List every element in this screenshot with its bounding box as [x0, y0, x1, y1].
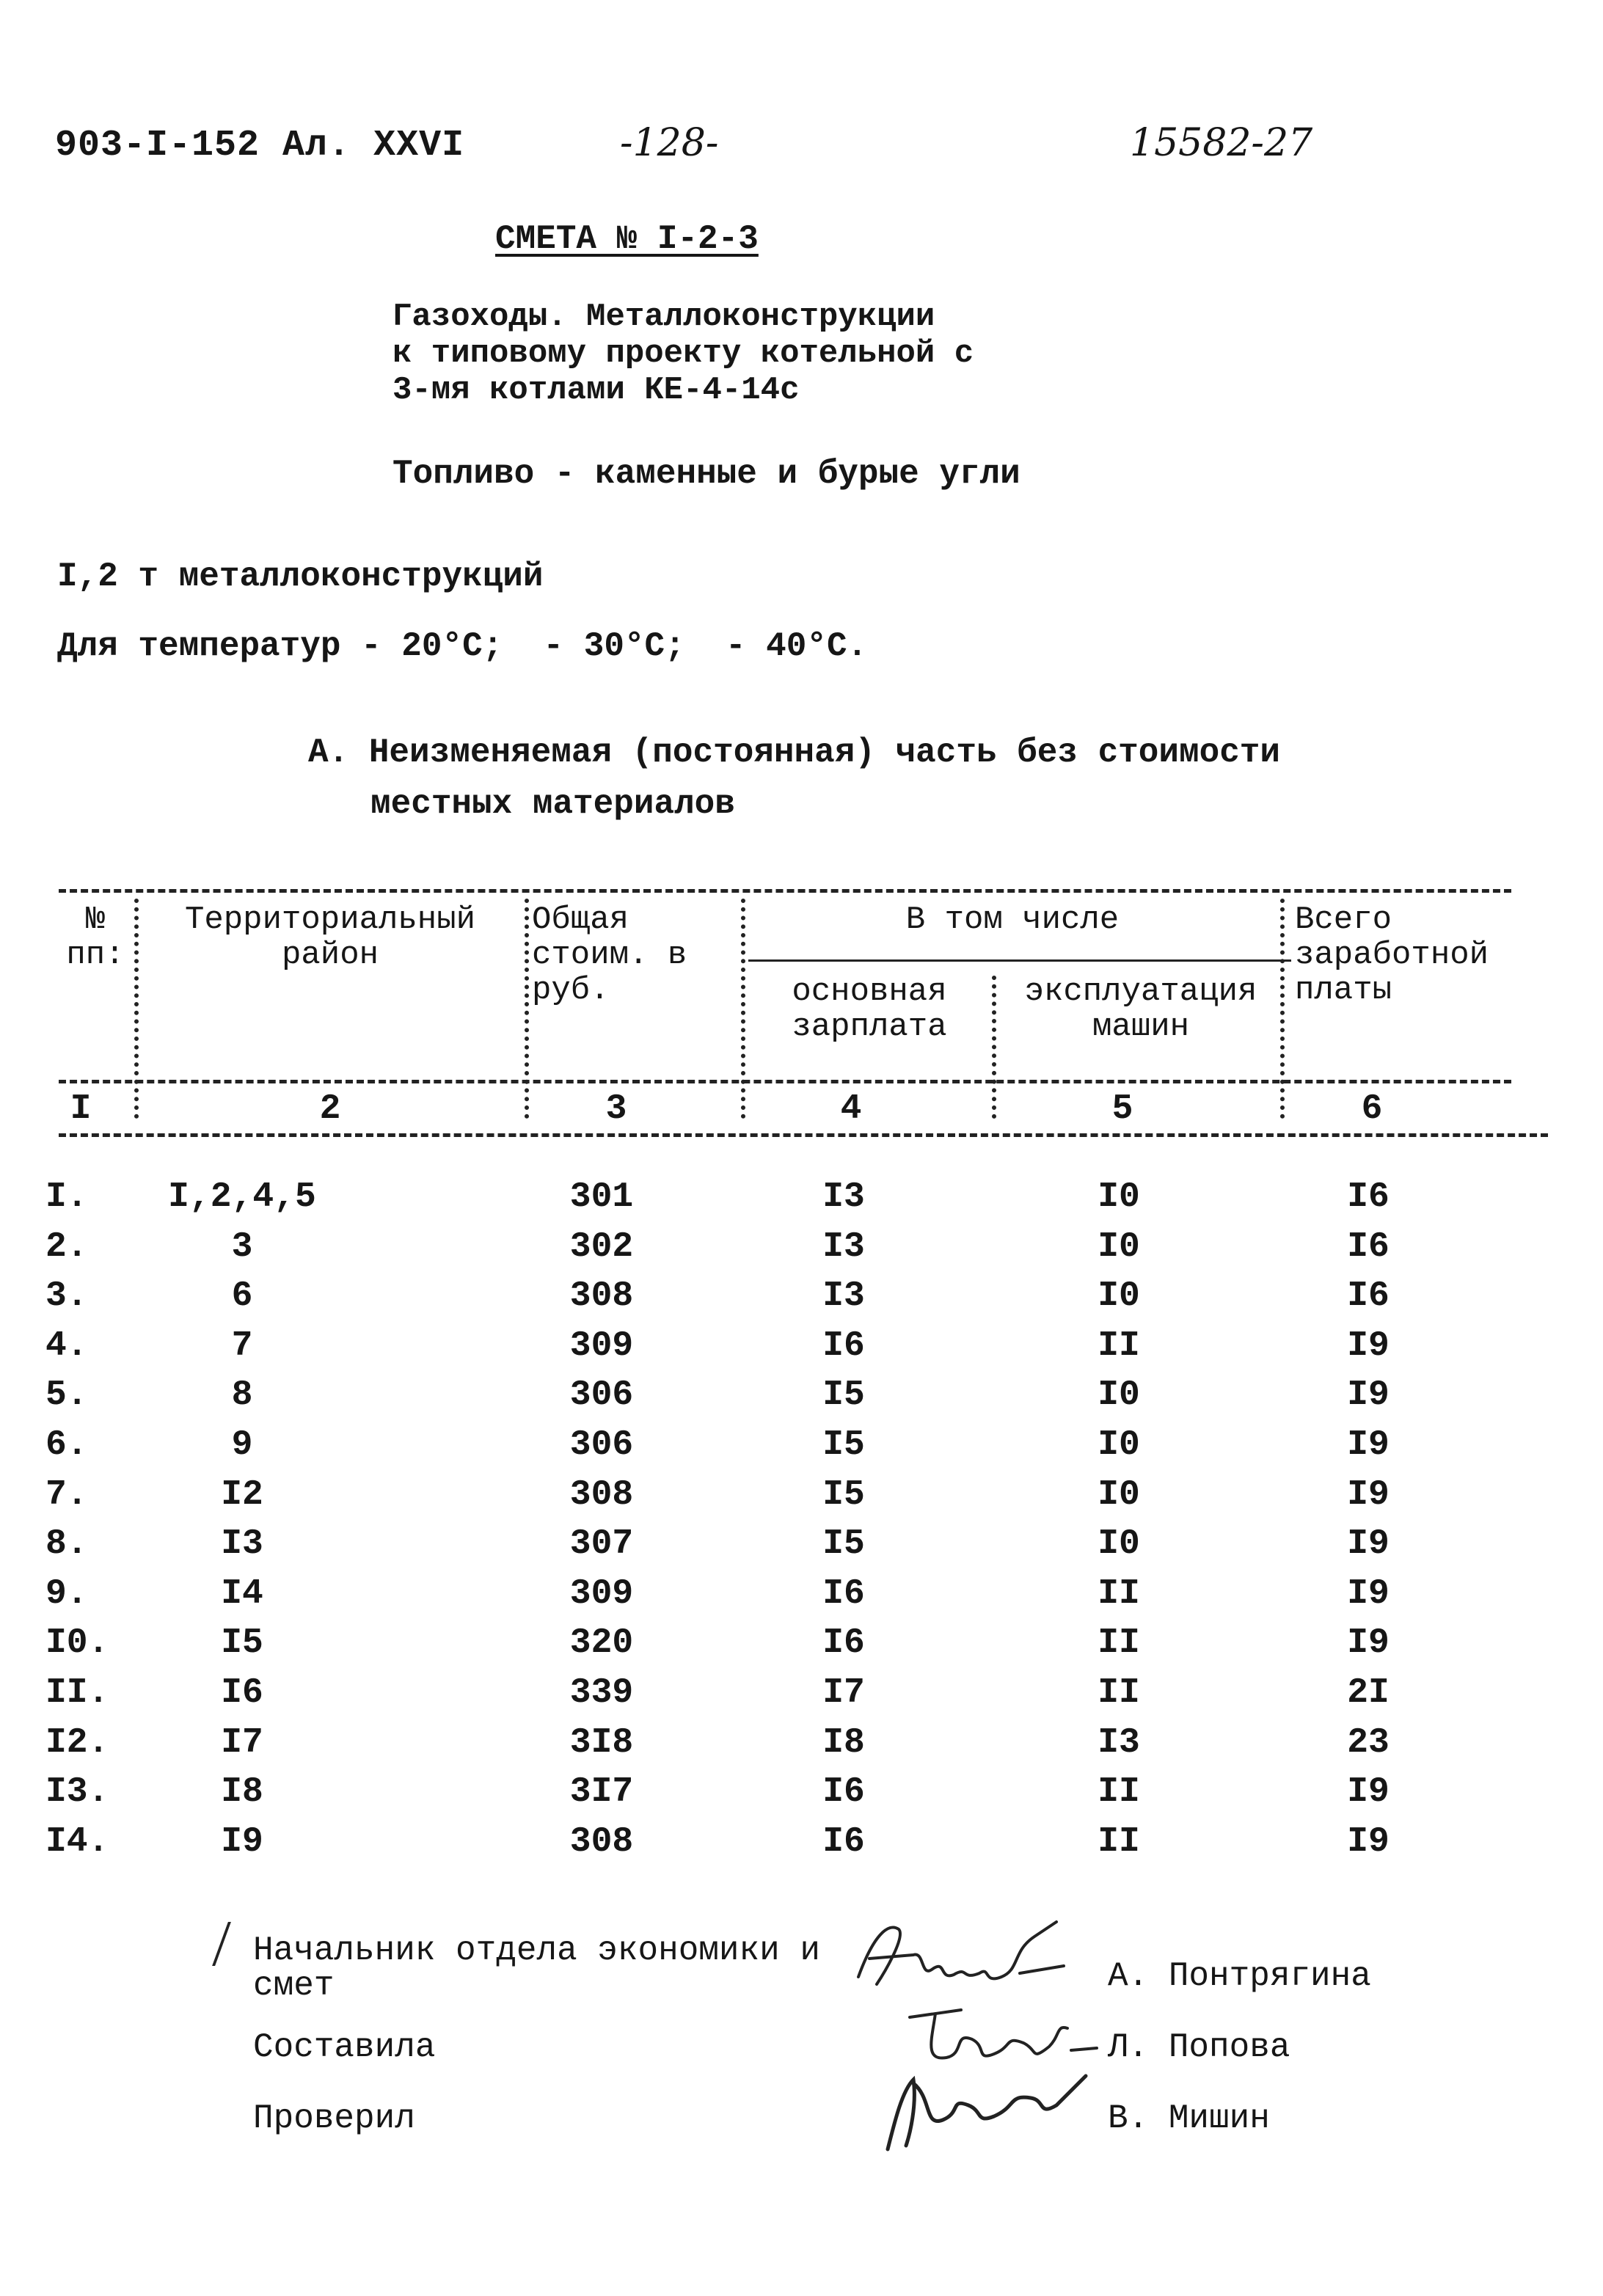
cell-total-cost: 309 — [569, 1574, 634, 1614]
cell-machine-operation: I0 — [1098, 1227, 1140, 1267]
cell-district: 7 — [231, 1326, 253, 1366]
checker-signature — [873, 2054, 1100, 2157]
cell-total-wages: I9 — [1347, 1772, 1390, 1812]
header-base-salary: основная зарплата — [792, 973, 947, 1045]
cell-machine-operation: II — [1098, 1673, 1140, 1713]
cell-machine-operation: I0 — [1098, 1524, 1140, 1564]
cell-row-number: 8. — [45, 1524, 88, 1564]
column-divider-1 — [134, 899, 139, 1119]
cell-district: I2 — [221, 1475, 263, 1515]
cell-row-number: 3. — [45, 1276, 88, 1316]
cell-total-wages: I6 — [1347, 1276, 1390, 1316]
cell-base-salary: I8 — [822, 1723, 865, 1763]
cell-district: I,2,4,5 — [168, 1177, 316, 1217]
column-divider-3 — [741, 899, 745, 1119]
estimate-subtitle-line-2: к типовому проекту котельной с — [392, 335, 974, 372]
cell-district: I8 — [221, 1772, 263, 1812]
cell-base-salary: I5 — [822, 1475, 865, 1515]
cell-district: I3 — [221, 1524, 263, 1564]
section-heading-line-2: местных материалов — [370, 785, 735, 823]
cell-machine-operation: I0 — [1098, 1375, 1140, 1415]
cell-total-wages: I9 — [1347, 1425, 1390, 1465]
page-number: -128- — [620, 121, 719, 165]
cell-base-salary: I6 — [822, 1623, 865, 1663]
cell-base-salary: I5 — [822, 1375, 865, 1415]
cell-total-wages: I6 — [1347, 1177, 1390, 1217]
header-machine-operation: эксплуатация машин — [1024, 973, 1257, 1045]
cell-total-cost: 308 — [569, 1475, 634, 1515]
cell-district: 9 — [231, 1425, 253, 1465]
cell-row-number: 6. — [45, 1425, 88, 1465]
cell-base-salary: I5 — [822, 1524, 865, 1564]
cell-district: I6 — [221, 1673, 263, 1713]
cell-row-number: 7. — [45, 1475, 88, 1515]
cell-row-number: I. — [45, 1177, 88, 1217]
cell-machine-operation: II — [1098, 1574, 1140, 1614]
cell-machine-operation: I0 — [1098, 1475, 1140, 1515]
cell-total-cost: 307 — [569, 1524, 634, 1564]
column-number-5: 5 — [1111, 1089, 1133, 1129]
cell-total-wages: 2I — [1347, 1673, 1390, 1713]
head-of-department-title: Начальник отдела экономики и смет — [253, 1931, 820, 2005]
checked-by-label: Проверил — [253, 2099, 415, 2138]
quantity-line: I,2 т металлоконструкций — [57, 557, 544, 596]
cell-base-salary: I3 — [822, 1177, 865, 1217]
header-total-wages: Всего заработной платы — [1295, 902, 1489, 1009]
cell-row-number: I3. — [45, 1772, 109, 1812]
cell-machine-operation: I0 — [1098, 1276, 1140, 1316]
column-number-rule — [59, 1133, 1548, 1137]
cell-machine-operation: I0 — [1098, 1425, 1140, 1465]
compiled-by-label: Составила — [253, 2028, 436, 2066]
cell-total-cost: 3I8 — [569, 1723, 634, 1763]
cell-total-cost: 308 — [569, 1822, 634, 1862]
cell-total-cost: 302 — [569, 1227, 634, 1267]
cell-total-cost: 320 — [569, 1623, 634, 1663]
cell-base-salary: I3 — [822, 1276, 865, 1316]
cell-total-wages: I9 — [1347, 1623, 1390, 1663]
estimate-subtitle-line-3: 3-мя котлами КЕ-4-14с — [392, 372, 800, 409]
cell-row-number: 2. — [45, 1227, 88, 1267]
cell-district: I7 — [221, 1723, 263, 1763]
cell-machine-operation: I0 — [1098, 1177, 1140, 1217]
cell-total-wages: I9 — [1347, 1574, 1390, 1614]
cell-row-number: I4. — [45, 1822, 109, 1862]
cell-total-cost: 301 — [569, 1177, 634, 1217]
cell-total-cost: 3I7 — [569, 1772, 634, 1812]
cell-district: 3 — [231, 1227, 253, 1267]
column-number-4: 4 — [840, 1089, 862, 1129]
temperature-line: Для температур - 20°С; - 30°С; - 40°С. — [57, 627, 868, 665]
cell-district: 8 — [231, 1375, 253, 1415]
section-heading-line-1: А. Неизменяемая (постоянная) часть без стоимости — [308, 734, 1281, 772]
cell-district: I9 — [221, 1822, 263, 1862]
cell-total-wages: I9 — [1347, 1475, 1390, 1515]
cell-machine-operation: II — [1098, 1772, 1140, 1812]
cell-base-salary: I5 — [822, 1425, 865, 1465]
cell-row-number: I2. — [45, 1723, 109, 1763]
cell-base-salary: I3 — [822, 1227, 865, 1267]
column-number-3: 3 — [605, 1089, 627, 1129]
cell-total-cost: 306 — [569, 1375, 634, 1415]
header-bottom-rule — [59, 1080, 1511, 1083]
cell-district: I5 — [221, 1623, 263, 1663]
cell-base-salary: I6 — [822, 1772, 865, 1812]
compiler-name: Л. Попова — [1108, 2028, 1290, 2066]
checker-name: В. Мишин — [1108, 2099, 1270, 2138]
cell-base-salary: I6 — [822, 1574, 865, 1614]
column-divider-2 — [525, 899, 529, 1119]
head-name: А. Понтрягина — [1108, 1957, 1371, 1995]
cell-total-wages: I9 — [1347, 1375, 1390, 1415]
cell-base-salary: I6 — [822, 1822, 865, 1862]
cell-total-cost: 308 — [569, 1276, 634, 1316]
cell-total-cost: 339 — [569, 1673, 634, 1713]
document-code: 903-I-152 Ал. XXVI — [55, 125, 465, 167]
cell-total-wages: I9 — [1347, 1326, 1390, 1366]
column-divider-5 — [1280, 899, 1285, 1119]
fuel-line: Топливо - каменные и бурые угли — [392, 455, 1020, 493]
cell-total-cost: 306 — [569, 1425, 634, 1465]
cell-row-number: 4. — [45, 1326, 88, 1366]
cell-row-number: I0. — [45, 1623, 109, 1663]
cell-base-salary: I6 — [822, 1326, 865, 1366]
cell-total-wages: 23 — [1347, 1723, 1390, 1763]
column-number-1: I — [70, 1089, 92, 1129]
estimate-title: СМЕТА № I-2-3 — [495, 220, 759, 258]
header-territorial-district: Территориальный район — [184, 902, 476, 973]
cell-row-number: 5. — [45, 1375, 88, 1415]
header-including: В том числе — [905, 902, 1120, 938]
estimate-subtitle-line-1: Газоходы. Металлоконструкции — [392, 299, 935, 335]
cell-machine-operation: II — [1098, 1623, 1140, 1663]
margin-mark — [212, 1922, 235, 1966]
cell-total-wages: I9 — [1347, 1822, 1390, 1862]
cell-district: I4 — [221, 1574, 263, 1614]
cell-machine-operation: II — [1098, 1326, 1140, 1366]
table-top-rule — [59, 889, 1511, 893]
column-number-2: 2 — [319, 1089, 341, 1129]
header-total-cost: Общая стоим. в руб. — [532, 902, 687, 1009]
cell-district: 6 — [231, 1276, 253, 1316]
head-signature — [844, 1907, 1093, 2010]
cell-base-salary: I7 — [822, 1673, 865, 1713]
cell-total-wages: I6 — [1347, 1227, 1390, 1267]
column-number-6: 6 — [1361, 1089, 1383, 1129]
cell-machine-operation: II — [1098, 1822, 1140, 1862]
header-row-number: № пп: — [66, 902, 125, 973]
cell-total-wages: I9 — [1347, 1524, 1390, 1564]
cell-total-cost: 309 — [569, 1326, 634, 1366]
cell-machine-operation: I3 — [1098, 1723, 1140, 1763]
cell-row-number: 9. — [45, 1574, 88, 1614]
group-header-rule — [748, 959, 1291, 962]
cell-row-number: II. — [45, 1673, 109, 1713]
column-divider-4 — [992, 976, 996, 1119]
inventory-number: 15582-27 — [1130, 121, 1313, 165]
